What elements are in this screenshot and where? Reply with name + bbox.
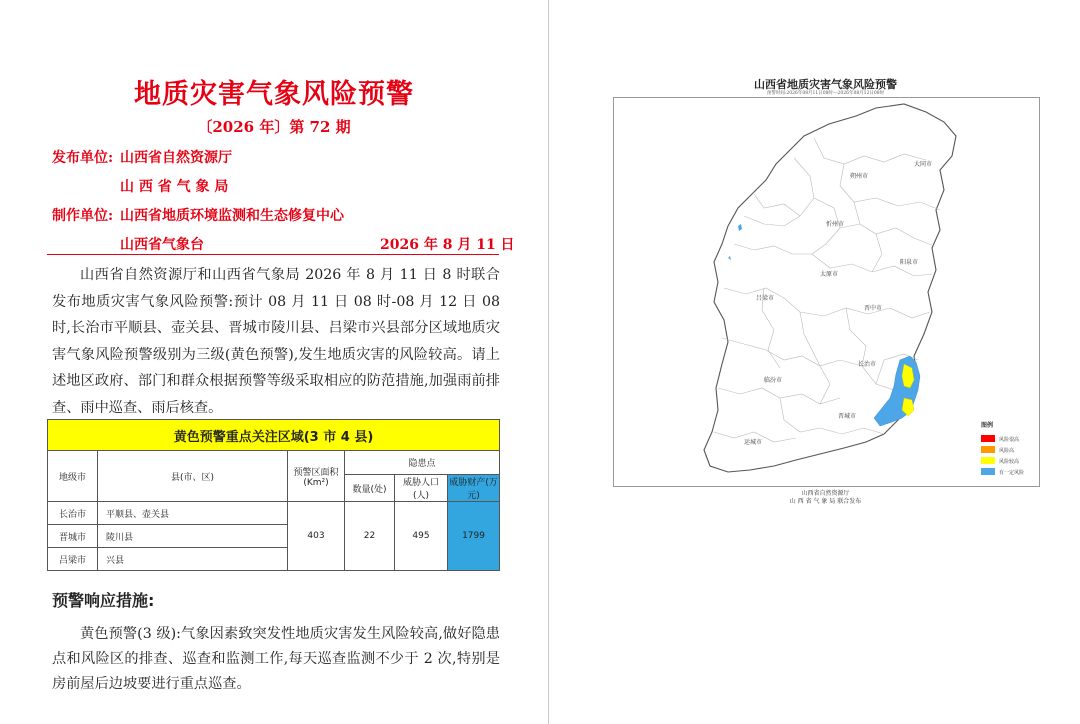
issue-date: 2026 年 8 月 11 日	[380, 237, 515, 253]
header-people: 威胁人口(人)	[395, 475, 448, 502]
table-row-county: 平顺县、壶关县	[98, 502, 288, 525]
red-rule	[47, 254, 499, 255]
cell-count: 22	[345, 502, 395, 571]
publisher-2: 山 西 省 气 象 局	[120, 179, 229, 195]
map-city-label: 阳泉市	[900, 259, 919, 266]
publisher-label: 发布单位:	[52, 150, 114, 166]
map-footer-2: 山 西 省 气 象 局 联合发布	[789, 498, 862, 505]
table-row-county: 陵川县	[98, 525, 288, 548]
cell-property: 1799	[448, 502, 500, 571]
legend-label: 风险很高	[999, 437, 1020, 443]
doc-issue-number: 〔2026 年〕第 72 期	[197, 118, 351, 136]
map-frame	[613, 97, 1040, 487]
cell-area: 403	[288, 502, 345, 571]
map-city-label: 大同市	[914, 161, 933, 168]
map-city-label: 晋中市	[864, 305, 883, 312]
publisher-1: 山西省自然资源厅	[120, 150, 232, 166]
warning-table	[47, 419, 500, 571]
table-row-county: 兴县	[98, 548, 288, 571]
table-row-city: 晋城市	[48, 525, 98, 548]
legend-swatch	[981, 446, 995, 453]
map-subtitle: 预警时间:2026年08月11日08时—2026年08月12日08时	[766, 91, 885, 96]
province-outline	[704, 104, 956, 472]
header-hazard: 隐患点	[345, 451, 500, 475]
response-section-title: 预警响应措施:	[52, 591, 155, 610]
page-divider	[548, 0, 549, 724]
map-legend	[981, 421, 1024, 476]
producer-1: 山西省地质环境监测和生态修复中心	[120, 208, 344, 224]
header-city: 地级市	[48, 451, 98, 502]
table-row-city: 长治市	[48, 502, 98, 525]
response-text: 黄色预警(3 级):气象因素致突发性地质灾害发生风险较高,做好隐患点和风险区的排查、巡查和监测工作,每天巡查监测不少于 2 次,特别是房前屋后边坡要进行重点巡查。	[52, 626, 500, 692]
map-city-label: 运城市	[744, 439, 763, 446]
header-county: 县(市、区)	[98, 451, 288, 502]
table-row-city: 吕梁市	[48, 548, 98, 571]
legend-swatch	[981, 457, 995, 464]
province-map	[614, 98, 1039, 486]
map-city-label: 长治市	[858, 361, 877, 368]
map-city-label: 晋城市	[838, 413, 857, 420]
map-city-label: 吕梁市	[756, 295, 775, 302]
producer-2: 山西省气象台	[120, 237, 204, 253]
legend-title: 图例	[981, 422, 994, 429]
map-city-label: 忻州市	[826, 221, 845, 228]
map-footer-1: 山西省自然资源厅	[801, 490, 850, 497]
producer-label: 制作单位:	[52, 208, 114, 224]
table-caption: 黄色预警重点关注区域(3 市 4 县)	[48, 420, 500, 451]
map-city-label: 临汾市	[764, 377, 783, 384]
legend-swatch	[981, 435, 995, 442]
map-title: 山西省地质灾害气象风险预警	[754, 78, 897, 91]
cell-people: 495	[395, 502, 448, 571]
legend-label: 风险较高	[999, 459, 1020, 465]
header-area: 预警区面积(Km²)	[288, 451, 345, 502]
warning-body-text: 山西省自然资源厅和山西省气象局 2026 年 8 月 11 日 8 时联合发布地质灾害气象风险预警:预计 08 月 11 日 08 时-08 月 12 日 08 时,长治市平顺县、壶关县、晋城市陵川县、吕梁市兴县部分区域地质灾害气象风险预警级别为三级(黄色预警),发生地质灾害的风险较高。请上述地区政府、部门和群众根据预警等级采取相应的防范措施,加强雨前排查、雨中巡查、雨后核查。	[52, 267, 500, 416]
header-property: 威胁财产(万元)	[448, 475, 500, 502]
map-city-label: 太原市	[820, 271, 839, 278]
legend-label: 风险高	[999, 448, 1015, 454]
legend-swatch	[981, 468, 995, 475]
map-city-label: 朔州市	[850, 173, 869, 180]
header-count: 数量(处)	[345, 475, 395, 502]
legend-label: 有一定风险	[999, 470, 1025, 476]
doc-title: 地质灾害气象风险预警	[134, 79, 414, 110]
